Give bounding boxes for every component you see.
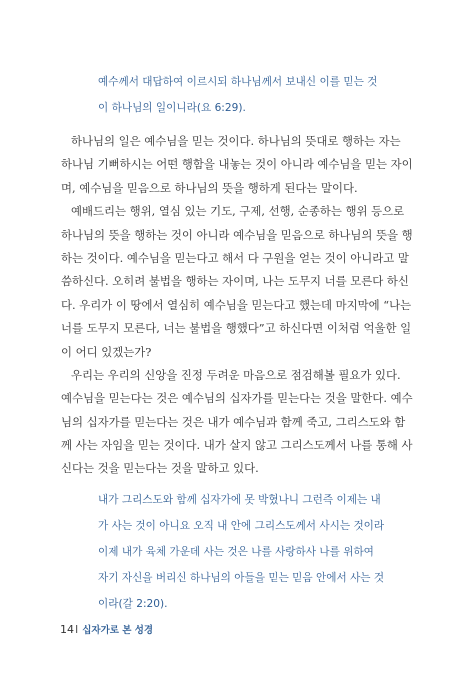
quote-line: 이제 내가 육체 가운데 사는 것은 나를 사랑하사 나를 위하여 [98, 546, 374, 558]
body-line: 우리는 우리의 신앙을 진정 두려운 마음으로 점검해볼 필요가 있다. [71, 367, 401, 382]
body-line: 씀하신다. 오히려 불법을 행하는 자이며, 나는 도무지 너를 모른다 하신 [61, 274, 409, 289]
quote-line: 예수께서 대답하여 이르시되 하나님께서 보내신 이를 믿는 것 [98, 76, 378, 88]
body-line: 님의 십자가를 믿는다는 것은 내가 예수님과 함께 죽고, 그리스도와 함 [61, 414, 406, 429]
body-line: 이 어디 있겠는가? [61, 344, 152, 359]
body-line: 다. 우리가 이 땅에서 열심히 예수님을 믿는다고 했는데 마지막에 “나는 [61, 297, 412, 312]
body-line: 하나님의 뜻을 행하는 것이 아니라 예수님을 믿음으로 하나님의 뜻을 행 [61, 227, 413, 242]
body-line: 예수님을 믿는다는 것은 예수님의 십자가를 믿는다는 것을 말한다. 예수 [61, 391, 413, 406]
quote-line: 이 하나님의 일이니라(요 6:29). [98, 102, 246, 114]
quote-line: 내가 그리스도와 함께 십자가에 못 박혔나니 그런즉 이제는 내 [98, 494, 381, 506]
body-text [61, 130, 413, 481]
quote-line: 가 사는 것이 아니요 오직 내 안에 그리스도께서 사시는 것이라 [98, 520, 385, 532]
body-line: 께 사는 자임을 믿는 것이다. 내가 살지 않고 그리스도께서 나를 통해 사 [61, 438, 413, 453]
page-number: 14 [60, 623, 74, 636]
quote-line: 이라(갈 2:20). [98, 598, 168, 610]
body-line: 예배드리는 행위, 열심 있는 기도, 구제, 선행, 순종하는 행위 등으로 [71, 204, 405, 219]
body-line: 하는 것이다. 예수님을 믿는다고 해서 다 구원을 얻는 것이 아니라고 말 [61, 250, 409, 265]
body-line: 너를 도무지 모른다, 너는 불법을 행했다”고 하신다면 이처럼 억울한 일 [61, 321, 412, 336]
page-footer [60, 620, 153, 636]
scripture-quote-bottom [98, 487, 398, 617]
body-line: 하나님의 일은 예수님을 믿는 것이다. 하나님의 뜻대로 행하는 자는 [71, 134, 401, 148]
book-title: 십자가로 본 성경 [82, 625, 154, 636]
scripture-quote-top [98, 69, 398, 121]
footer-separator: I [75, 623, 79, 636]
body-line: 며, 예수님을 믿음으로 하나님의 뜻을 행하게 된다는 말이다. [61, 180, 358, 195]
body-line: 하나님 기뻐하시는 어떤 행함을 내놓는 것이 아니라 예수님을 믿는 자이 [61, 157, 413, 172]
body-line: 신다는 것을 믿는다는 것을 말하고 있다. [61, 461, 259, 476]
quote-line: 자기 자신을 버리신 하나님의 아들을 믿는 믿음 안에서 사는 것 [98, 572, 385, 584]
